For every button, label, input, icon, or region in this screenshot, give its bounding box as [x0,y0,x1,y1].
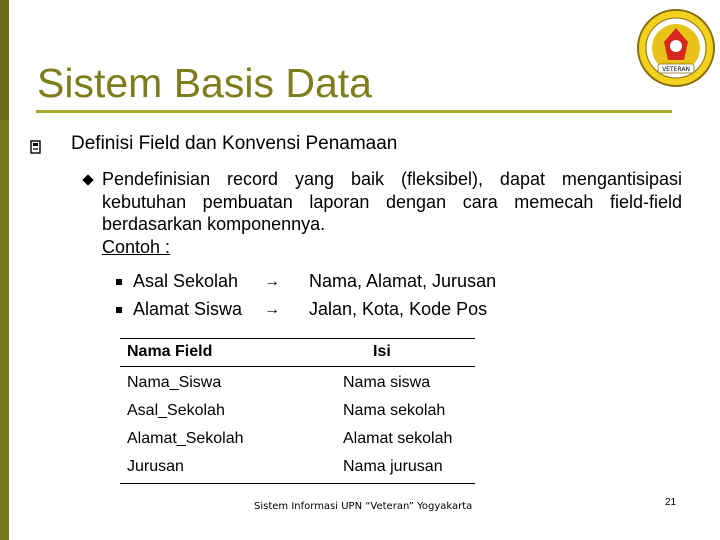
example-left-2: Alamat Siswa [133,299,243,319]
page-number: 21 [665,497,677,508]
table-cell-field: Nama_Siswa [127,374,222,391]
right-arrow-icon: → [264,301,280,318]
table-cell-isi: Alamat sekolah [343,430,453,447]
table-cell-isi: Nama sekolah [343,402,446,419]
logo-text: VETERAN [662,66,690,73]
university-logo [636,8,716,88]
left-accent-bar-top [0,0,9,120]
example-right-1: Nama, Alamat, Jurusan [309,271,497,291]
slide-footer: Sistem Informasi UPN “Veteran” Yogyakarta [254,501,473,512]
table-bottom-rule [120,483,475,484]
table-header-field: Nama Field [127,343,213,360]
square-bullet-icon [116,307,122,313]
example-right-2: Jalan, Kota, Kode Pos [309,299,488,319]
example-label: Contoh : [102,237,171,257]
table-cell-isi: Nama siswa [343,374,431,391]
slide-title: Sistem Basis Data [37,60,372,106]
title-underline [36,110,672,113]
table-cell-isi: Nama jurusan [343,458,443,475]
right-arrow-icon: → [264,273,280,290]
section-heading: Definisi Field dan Konvensi Penamaan [71,133,398,154]
table-cell-field: Asal_Sekolah [127,402,225,419]
table-cell-field: Alamat_Sekolah [127,430,244,447]
description-paragraph: Pendefinisian record yang baik (fleksibel), dapat mengantisipasi kebutuhan pembuatan laporan dengan cara memecah field-field berdasarkan komponennya. [102,169,682,234]
bin-bullet-icon [30,140,41,154]
example-left-1: Asal Sekolah [133,271,239,291]
diamond-bullet-icon [82,174,93,185]
table-header-isi: Isi [373,343,391,360]
table-top-rule [120,338,475,339]
table-cell-field: Jurusan [127,458,184,475]
table-header-rule [120,366,475,367]
square-bullet-icon [116,279,122,285]
